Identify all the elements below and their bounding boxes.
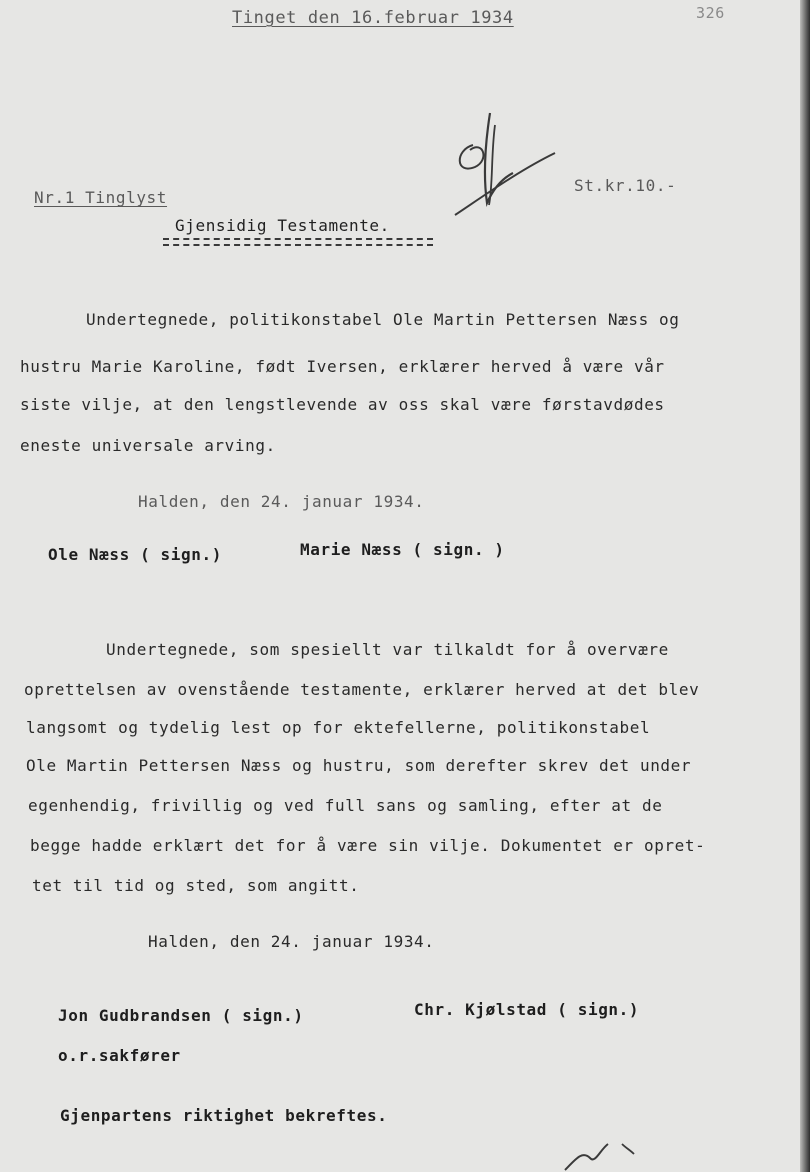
paragraph2-line: Ole Martin Pettersen Næss og hustru, som derefter skrev det under xyxy=(26,756,692,775)
scan-edge xyxy=(800,0,810,1172)
signer-title: o.r.sakfører xyxy=(58,1046,181,1065)
title-double-rule xyxy=(163,238,433,246)
paragraph2-line: oprettelsen av ovenstående testamente, erklærer herved at det blev xyxy=(24,680,700,699)
paragraph2-line: begge hadde erklært det for å være sin vilje. Dokumentet er opret- xyxy=(30,836,706,855)
document-title: Gjensidig Testamente. xyxy=(175,216,390,235)
paragraph2-line: egenhendig, frivillig og ved full sans og samling, efter at de xyxy=(28,796,663,815)
signature-jon: Jon Gudbrandsen ( sign.) xyxy=(58,1006,304,1025)
signature-marie: Marie Næss ( sign. ) xyxy=(300,540,505,559)
paragraph2-line: Undertegnede, som spesiellt var tilkaldt for å overvære xyxy=(106,640,669,659)
certification-line: Gjenpartens riktighet bekreftes. xyxy=(60,1106,388,1125)
initials-signature xyxy=(445,105,565,225)
signature-ole: Ole Næss ( sign.) xyxy=(48,545,222,564)
paragraph2-line: langsomt og tydelig lest op for ektefellerne, politikonstabel xyxy=(26,718,651,737)
paragraph1-line: siste vilje, at den lengstlevende av oss skal være førstavdødes xyxy=(20,395,665,414)
registration-note: Nr.1 Tinglyst xyxy=(34,188,168,207)
place-date-2: Halden, den 24. januar 1934. xyxy=(148,932,435,951)
place-date-1: Halden, den 24. januar 1934. xyxy=(138,492,425,511)
paragraph1-line: hustru Marie Karoline, født Iversen, erklærer herved å være vår xyxy=(20,357,665,376)
court-date-line: Tinget den 16.februar 1934 xyxy=(232,8,514,28)
bottom-signature xyxy=(560,1140,650,1172)
signature-chr: Chr. Kjølstad ( sign.) xyxy=(414,1000,640,1019)
paragraph1-line: Undertegnede, politikonstabel Ole Martin Pettersen Næss og xyxy=(86,310,680,329)
paragraph2-line: tet til tid og sted, som angitt. xyxy=(32,876,360,895)
paragraph1-line: eneste universale arving. xyxy=(20,436,276,455)
fee-note: St.kr.10.- xyxy=(574,176,677,195)
page-number: 326 xyxy=(696,4,725,22)
